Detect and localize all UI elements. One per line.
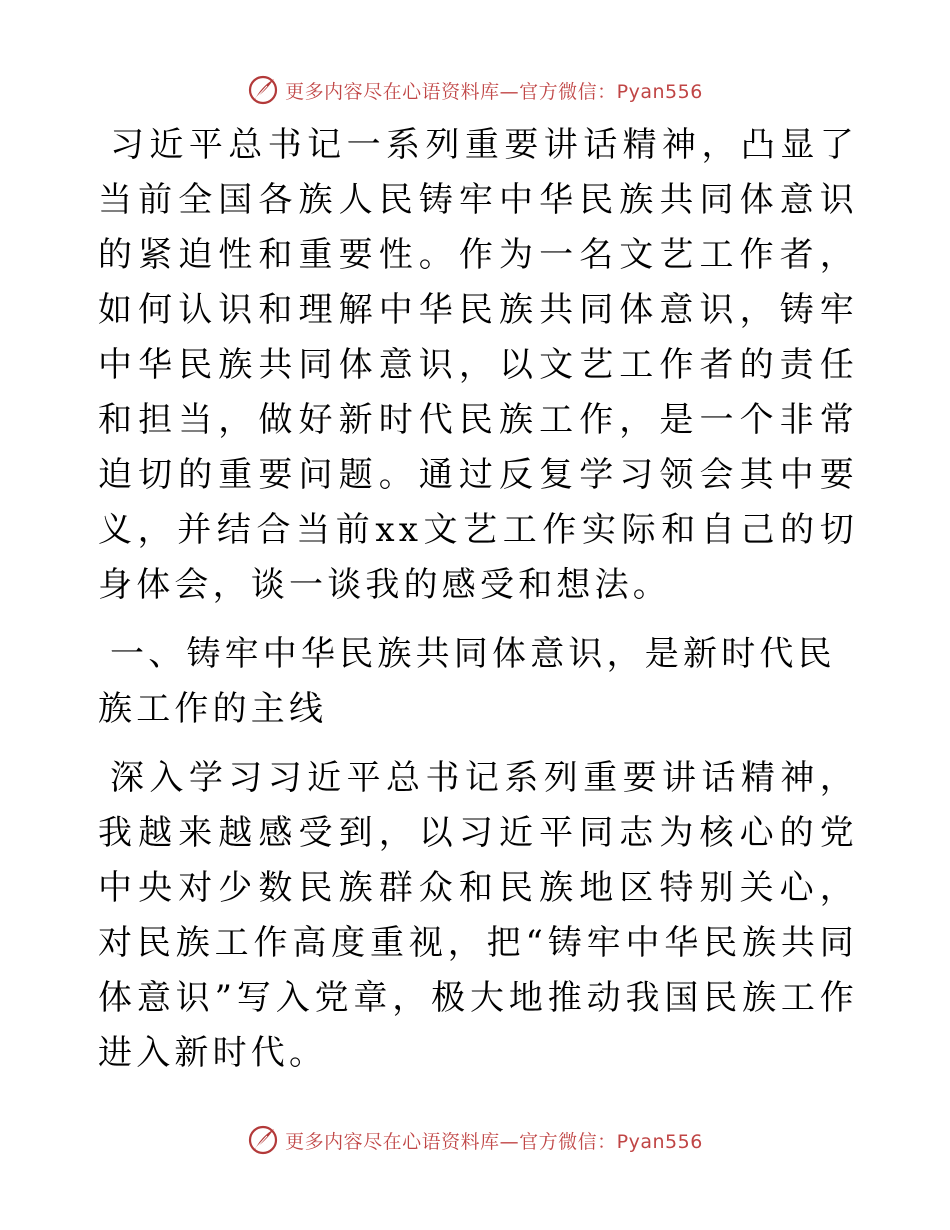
- paragraph-intro: 习近平总书记一系列重要讲话精神，凸显了当前全国各族人民铸牢中华民族共同体意识的紧迫性和重要性。作为一名文艺工作者，如何认识和理解中华民族共同体意识，铸牢中华民族共同体意识，以文艺工作者的责任和担当，做好新时代民族工作，是一个非常迫切的重要问题。通过反复学习领会其中要义，并结合当前xx文艺工作实际和自己的切身体会，谈一谈我的感受和想法。: [98, 125, 858, 605]
- paragraph-section-1: 深入学习习近平总书记系列重要讲话精神，我越来越感受到，以习近平同志为核心的党中央对少数民族群众和民族地区特别关心，对民族工作高度重视，把“铸牢中华民族共同体意识”写入党章，极大地推动我国民族工作进入新时代。: [98, 758, 858, 1073]
- feather-pen-circle-icon: [247, 74, 279, 106]
- watermark-footer: [0, 1120, 950, 1160]
- document-body: [98, 118, 858, 1095]
- section-heading-1: 一、铸牢中华民族共同体意识，是新时代民族工作的主线: [98, 634, 836, 729]
- feather-pen-circle-icon: [247, 1124, 279, 1156]
- watermark-text: 更多内容尽在心语资料库—官方微信：Pyan556: [285, 1130, 703, 1153]
- watermark-header: [0, 70, 950, 110]
- watermark-text: 更多内容尽在心语资料库—官方微信：Pyan556: [285, 80, 703, 103]
